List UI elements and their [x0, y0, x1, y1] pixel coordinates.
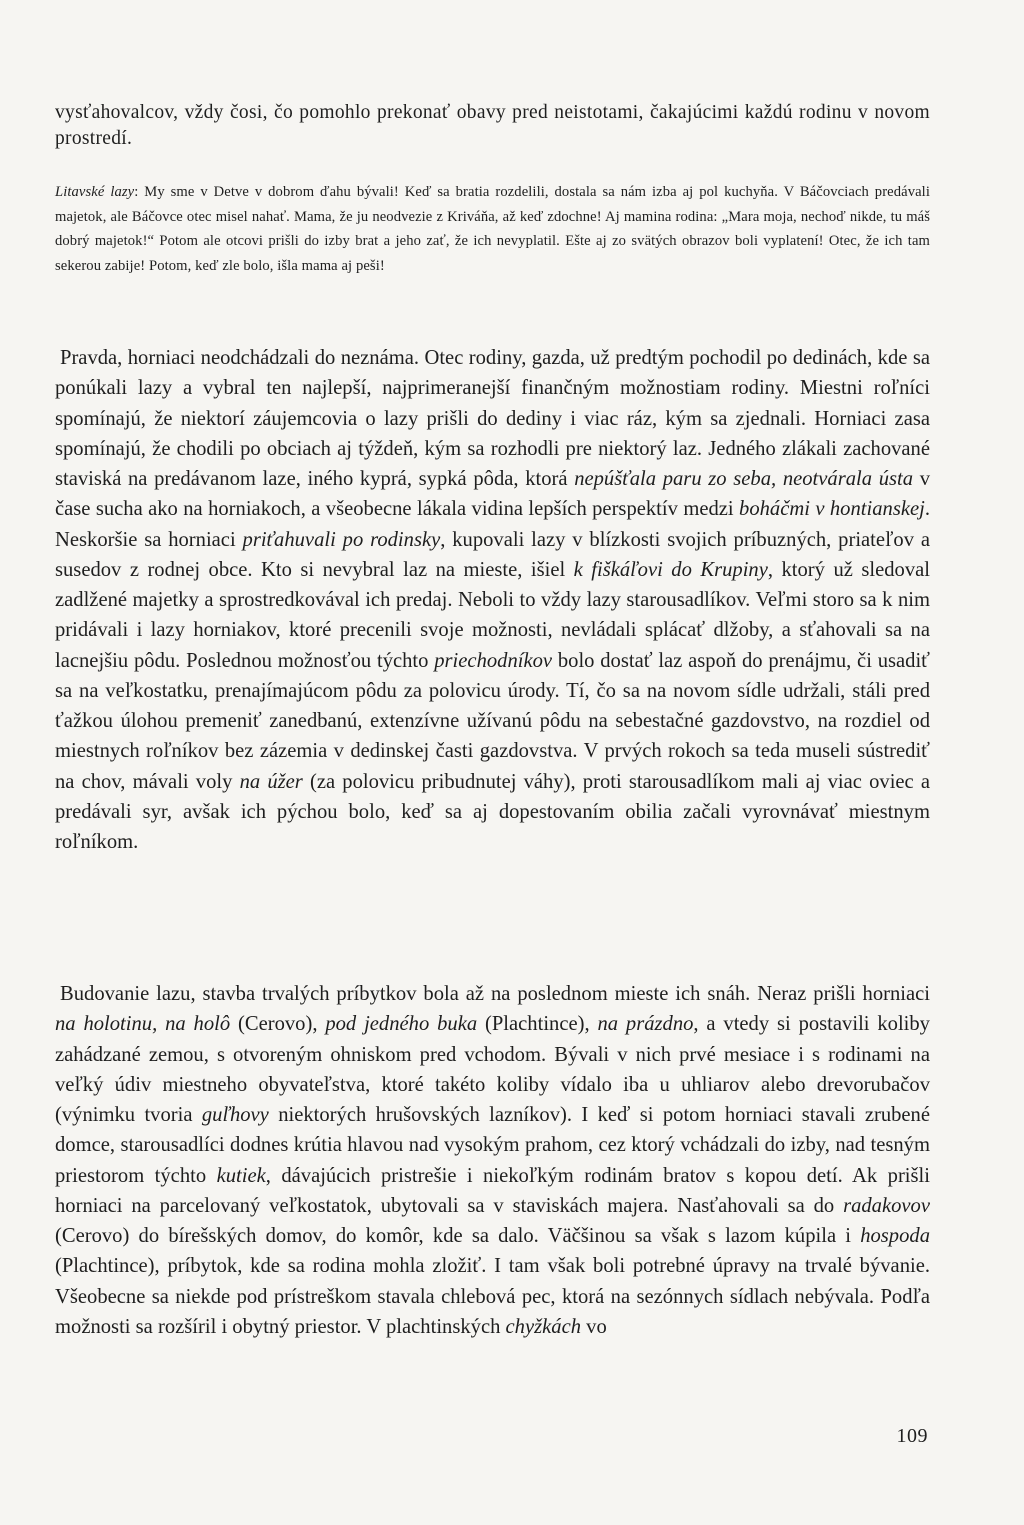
dialect-term: nepúšťala paru zo seba, neotvárala ústa [574, 468, 914, 490]
dialect-term: k fiškáľovi do Krupiny [573, 558, 768, 581]
text-run: , kupovali lazy v blízkosti svojich príbuzných, priateľov a susedov z rodnej obce. Kto si nevybral laz na mieste, išiel [55, 528, 930, 581]
text-run: (Cerovo) do bírešských domov, do komôr, kde sa dalo. Väčšinou sa však s lazom kúpila i [55, 1225, 861, 1247]
text-run: (Plachtince), príbytok, kde sa rodina mohla zložiť. I tam však boli potrebné úpravy na trvalé bývanie. Všeobecne sa niekde pod prístreškom stavala chlebová pec, ktorá na sezónnych sídlach nebývala. Podľa možnosti sa rozšíril i obytný priestor. V plachtinských [55, 1255, 930, 1338]
dialect-term: radakovov [843, 1194, 930, 1217]
dialect-term: guľhovy [201, 1104, 269, 1126]
dialect-term: na prázdno [597, 1013, 694, 1036]
text-run: , ktorý už sledoval zadlžené majetky a sprostredkovával ich predaj. Neboli to vždy lazy starousadlíkov. Veľmi storo sa k nim pridávali i lazy horniakov, ktoré precenili svoje možnosti, nevládali splácať dlžoby, a sťahovali sa na lacnejšiu pôdu. Poslednou možnosťou týchto [55, 558, 930, 672]
text-run: niektorých hrušovských lazníkov). I keď si potom horniaci stavali zrubené domce, starousadlíci dodnes krútia hlavou nad vysokým prahom, cez ktorý vchádzali do izby, nad tesným priestorom týchto [55, 1104, 930, 1187]
text-run: . Neskoršie sa horniaci [55, 498, 930, 551]
text-run: , dávajúcich pristrešie i niekoľkým rodinám bratov s kopou detí. Ak prišli horniaci na parcelovaný veľkostatok, ubytovali sa v staviskách majera. Nasťahovali sa do [55, 1164, 930, 1217]
body-paragraph-2 [55, 979, 930, 1342]
body-paragraph-1 [55, 343, 930, 857]
quote-speaker: Litavské lazy [55, 184, 135, 200]
quote-text: My sme v Detve v dobrom ďahu bývali! Keď sa bratia rozdelili, dostala sa nám izba aj pol kuchyňa. V Báčovciach predávali majetok, ale Báčovce otec misel nahať. Mama, že ju neodvezie z Kriváňa, až keď zdochne! Aj mamina rodina: „Mara moja, nechoď nikde, tu máš dobrý majetok!“ Potom ale otcovi prišli do izby brat a jeho zať, že ich nevyplatil. Ešte aj zo svätých obrazov boli vyplatení! Otec, že ich tam sekerou zabije! Potom, keď zle bolo, išla mama aj peši! [55, 184, 930, 274]
paragraph-continuation: vysťahovalcov, vždy čosi, čo pomohlo prekonať obavy pred neistotami, čakajúcimi každú rodinu v novom prostredí. [55, 102, 930, 149]
dialect-term: pod jedného buka [325, 1013, 478, 1036]
dialect-term: chyžkách [505, 1315, 582, 1338]
dialect-term: na holotinu, na holô [55, 1013, 231, 1036]
text-run: Pravda, horniaci neodchádzali do neznáma. Otec rodiny, gazda, už predtým pochodil po dedinách, kde sa ponúkali lazy a vybral ten najlepší, najprimeranejší finančným možnostiam rodiny. Miestni roľníci spomínajú, že niektorí záujemcovia o lazy prišli do dediny i viac ráz, kým sa zjednali. Horniaci zasa spomínajú, že chodili po obciach aj týždeň, kým sa rozhodli pre niektorý laz. Jedného zlákali zachované staviská na predávanom laze, iného kyprá, sypká pôda, ktorá [55, 347, 930, 490]
text-run: vo [581, 1315, 607, 1338]
dialect-term: priechodníkov [434, 649, 553, 672]
dialect-term: priťahuvali po rodinsky [242, 528, 441, 551]
interview-quote [55, 180, 930, 278]
dialect-term: hospoda [860, 1225, 930, 1247]
text-run: bolo dostať laz aspoň do prenájmu, či usadiť sa na veľkostatku, prenajímajúcom pôdu za polovicu úrody. Tí, čo sa na novom sídle udržali, stáli pred ťažkou úlohou premeniť zanedbanú, extenzívne užívanú pôdu na sebestačné gazdovstvo, na rozdiel od miestnych roľníkov bez zázemia v dedinskej časti gazdovstva. V prvých rokoch sa teda museli sústrediť na chov, mávali voly [55, 649, 930, 793]
dialect-term: na úžer [239, 770, 303, 793]
page-number: 109 [896, 1425, 928, 1447]
dialect-term: boháčmi v hontianskej [739, 498, 925, 521]
text-run: (za polovicu pribudnutej váhy), proti starousadlíkom mali aj viac oviec a predávali syr, avšak ich pýchou bolo, keď sa aj dopestovaním obilia začali vyrovnávať miestnym roľníkom. [55, 770, 930, 853]
text-run: , a vtedy si postavili koliby zahádzané zemou, s otvoreným ohniskom pred vchodom. Bývali v nich prvé mesiace i s rodinami na veľký údiv miestneho obyvateľstva, ktoré takéto koliby vídalo iba u uhliarov alebo drevorubačov (výnimku tvoria [55, 1013, 930, 1126]
text-run: v čase sucha ako na horniakoch, a všeobecne lákala vidina lepších perspektív medzi [55, 468, 930, 521]
quote-separator: : [134, 184, 145, 200]
text-run: (Plachtince), [477, 1013, 598, 1036]
dialect-term: kutiek [216, 1164, 266, 1187]
text-run: Budovanie lazu, stavba trvalých príbytkov bola až na poslednom mieste ich snáh. Neraz prišli horniaci [60, 983, 930, 1005]
text-run: (Cerovo), [230, 1013, 326, 1036]
